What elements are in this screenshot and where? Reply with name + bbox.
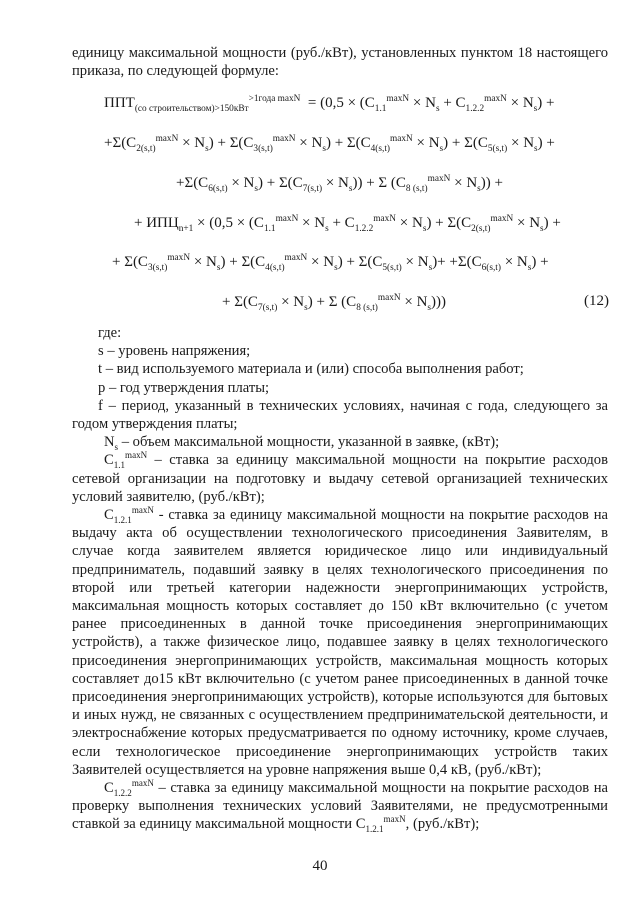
definition-f: f – период, указанный в технических условиях, начиная с года, следующего за годом утверждения платы; bbox=[72, 397, 608, 433]
formula-line-1: $ППТ_{(со строительством)>150кВт}^{>1года maxN} = (0,5 \times (C_{1.1}^{maxN} \times N_s + C_{1.2.2}^{maxN} \times N_s)$ + bbox=[104, 94, 555, 114]
definition-p: p – год утверждения платы; bbox=[98, 379, 270, 396]
formula-line-4: + $ИПЦ_{n+1} \times (0,5 \times (C_{1.1}^{maxN} \times N_s + C_{1.2.2}^{maxN} \times N_s) + \Sigma(C_{2(s,t)}^{maxN} \times N_s)$ + bbox=[134, 214, 561, 234]
definition-s: s – уровень напряжения; bbox=[98, 343, 251, 360]
definition-t: t – вид используемого материала и (или) способа выполнения работ; bbox=[98, 361, 524, 378]
definition-c122: $C_{1.2.2}^{maxN}$ – ставка за единицу максимальной мощности на покрытие расходов на проверку выполнения технических условий Заявителями, не предусмотренными ставкой за единицу максимальной мощности $C_{1.2.1}^{maxN}$, (руб./кВт); bbox=[72, 778, 608, 835]
formula-line-3: $+\Sigma(C_{6(s,t)} \times N_s) + \Sigma(C_{7(s,t)} \times N_s)) + \Sigma$ $(C_{8 (s,t)}^{maxN} \times N_s)$) + bbox=[176, 174, 503, 194]
page-number: 40 bbox=[312, 858, 328, 874]
formula-line-6: + $\Sigma(C_{7(s,t)} \times N_s) + \Sigma$ $(C_{8 (s,t)}^{maxN} \times N_s)$)) bbox=[222, 293, 447, 313]
where-label: где: bbox=[98, 325, 122, 341]
intro-paragraph: единицу максимальной мощности (руб./кВт), установленных пунктом 18 настоящего приказа, по следующей формуле: bbox=[72, 45, 608, 80]
equation-number: (12) bbox=[584, 293, 609, 309]
definition-c11: $C_{1.1}^{maxN}$ – ставка за единицу максимальной мощности на покрытие расходов сетевой организации на подготовку и выдачу сетевой организацией технических условий заявителю, (руб./кВт); bbox=[72, 450, 608, 505]
definition-ns: $N_s$ – объем максимальной мощности, указанной в заявке, (кВт); bbox=[104, 434, 500, 453]
formula-line-2: $+\Sigma(C_{2(s,t)}^{maxN} \times N_s) + \Sigma(C_{3(s,t)}^{maxN} \times N_s) + \Sigma(C_{4(s,t)}^{maxN} \times N_s) + \Sigma(C_{5(s,t)} \times N_s)$ + bbox=[104, 134, 555, 154]
definition-c121: $C_{1.2.1}^{maxN}$ - ставка за единицу максимальной мощности на покрытие расходов на выдачу акта об осуществлении технологического присоединения Заявителям, в случае когда заявителем является юридическое лицо или индивидуальный предприниматель, подавший заявку в целях технологического присоединения по второй или третьей категории надежности энергопринимающих устройств, максимальная мощность которых составляет до 150 кВт включительно (с учетом ранее присоединенных в данной точке присоединения энергопринимающих устройств), а также физическое лицо, подавшее заявку в целях технологического присоединения энергопринимающих устройств, максимальная мощность которых составляет до15 кВт включительно (с учетом ранее присоединенных в данной точке присоединения энергопринимающих устройств), которые используются для бытовых и иных нужд, не связанных с осуществлением предпринимательской деятельности, и электроснабжение которых предусматривается по одному источнику, кроме случаев, если технологическое присоединение энергопринимающих устройств таких Заявителей осуществляется на уровне напряжения выше 0,4 кВ, (руб./кВт); bbox=[72, 505, 608, 778]
definitions-block bbox=[72, 324, 608, 834]
formula-line-5: + $\Sigma(C_{3(s,t)}^{maxN} \times N_s) + \Sigma(C_{4(s,t)}^{maxN} \times N_s) + \Sigma(C_{5(s,t)} \times N_s)+ +\Sigma(C_{6(s,t)} \times N_s)$ + bbox=[112, 253, 549, 273]
